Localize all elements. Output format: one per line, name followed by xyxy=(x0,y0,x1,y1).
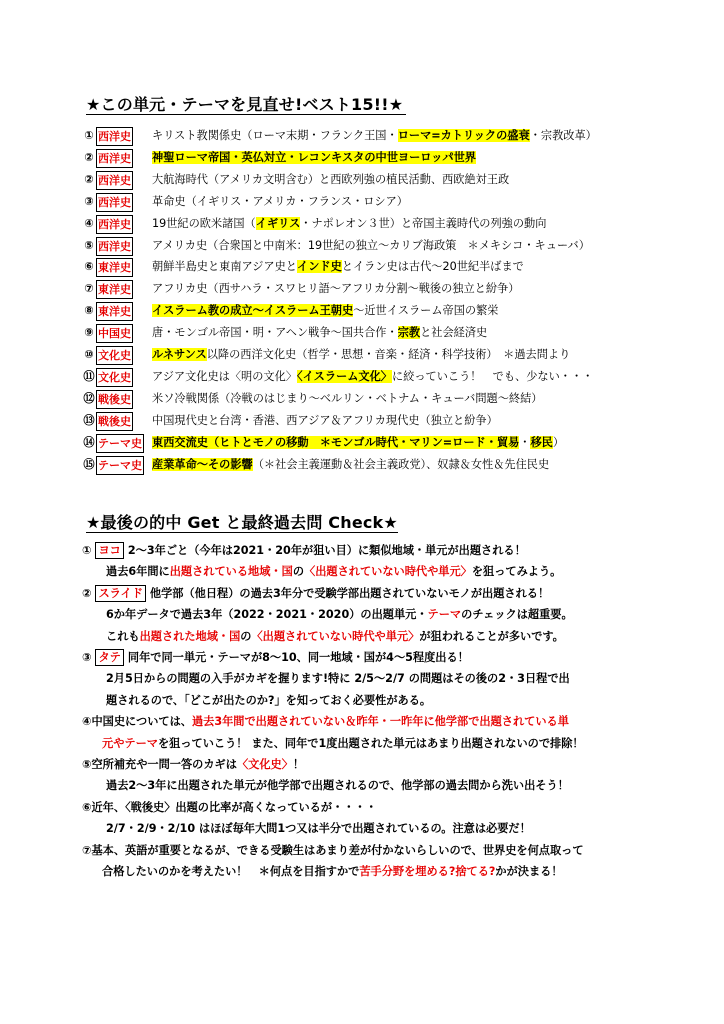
best15-item xyxy=(82,214,712,234)
text-segment: ・ xyxy=(519,435,531,449)
best15-item xyxy=(82,170,712,190)
text-segment: 近年、〈戦後史〉出題の比率が高くなっているが・・・・ xyxy=(91,800,377,814)
rule-tag: ヨコ xyxy=(95,542,123,559)
best15-item xyxy=(82,236,712,256)
text-segment: 2/7・2/9・2/10 はほぼ毎年大問1つ又は半分で出題されているの。注意は必要だ！ xyxy=(106,822,531,836)
highlighted-text: イスラーム教の成立～イスラーム王朝史 xyxy=(152,304,354,318)
rule-tag: スライド xyxy=(95,585,145,602)
check-line xyxy=(82,584,702,604)
line-number: ③ xyxy=(82,651,92,664)
text-segment: 米ソ冷戦関係（冷戦のはじまり～ベルリン・ベトナム・キューバ問題～終結） xyxy=(152,391,543,405)
item-number: ⑫ xyxy=(83,391,95,405)
text-segment: ～近世イスラーム帝国の繁栄 xyxy=(353,304,499,318)
category-box: 西洋史 xyxy=(96,171,133,190)
text-segment: 題されるので、「どこが出たのか?」を知っておく必要性がある。 xyxy=(106,693,432,707)
best15-item xyxy=(82,301,712,321)
item-text xyxy=(152,455,549,475)
emphasis-text: テーマ xyxy=(427,608,462,622)
category-box: 西洋史 xyxy=(96,237,133,256)
check-line xyxy=(82,734,722,754)
text-segment: 過去2～3年に出題された単元が他学部で出題されるので、他学部の過去問から洗い出そう！ xyxy=(106,779,569,793)
text-segment: 大航海時代（アメリカ文明含む）と西欧列強の植民活動、西欧絶対王政 xyxy=(152,172,510,186)
highlighted-text: 産業革命～その影響 xyxy=(152,457,253,471)
emphasis-text: 苦手分野を埋める?捨てる? xyxy=(359,865,496,878)
text-segment: かが決まる！ xyxy=(495,865,563,878)
line-number: ① xyxy=(82,544,92,557)
text-segment: の xyxy=(240,629,252,643)
item-text xyxy=(152,301,498,321)
item-text xyxy=(152,279,519,299)
highlighted-text: ローマ=カトリックの盛衰 xyxy=(397,129,530,142)
item-text xyxy=(152,148,476,168)
category-box: 文化史 xyxy=(96,368,133,387)
section1-title-underline xyxy=(86,114,406,115)
check-line xyxy=(82,562,724,582)
check-line xyxy=(82,862,722,882)
highlighted-text: 移民 xyxy=(530,435,553,449)
check-line xyxy=(82,798,702,818)
text-segment: 他学部（他日程）の過去3年分で受験学部出題されていないモノが出題される！ xyxy=(149,586,550,600)
best15-item xyxy=(82,389,712,409)
text-segment: 革命史（イギリス・アメリカ・フランス・ロシア） xyxy=(152,194,408,208)
best15-item xyxy=(82,345,712,365)
text-segment: 朝鮮半島史と東南アジア史と xyxy=(152,260,297,274)
item-text xyxy=(152,214,546,234)
check-line xyxy=(82,776,724,796)
text-segment: 6か年データで過去3年（2022・2021・2020）の出題単元・ xyxy=(106,608,428,622)
best15-item xyxy=(82,257,712,277)
category-box: 東洋史 xyxy=(96,302,133,321)
check-line xyxy=(82,819,724,839)
highlighted-text: ルネサンス xyxy=(152,348,207,361)
best15-item xyxy=(82,411,712,431)
item-text xyxy=(152,345,570,365)
item-number: ⑤ xyxy=(84,238,94,252)
text-segment: と社会経済史 xyxy=(420,326,488,340)
check-line xyxy=(82,541,702,561)
text-segment: 過去6年間に xyxy=(106,565,170,579)
section2-title-underline xyxy=(86,532,398,533)
category-box: 西洋史 xyxy=(96,127,133,146)
text-segment: 中国現代史と台湾・香港、西アジア＆アフリカ現代史（独立と紛争） xyxy=(152,413,498,427)
check-line xyxy=(82,755,702,775)
item-number: ⑪ xyxy=(83,369,95,383)
category-box: 西洋史 xyxy=(96,215,133,234)
item-number: ⑭ xyxy=(83,435,95,449)
category-box: テーマ史 xyxy=(96,434,144,453)
best15-item xyxy=(82,433,712,453)
item-number: ⑧ xyxy=(84,304,94,318)
text-segment: アジア文化史は〈明の文化〉 xyxy=(152,369,297,383)
highlighted-text: 神聖ローマ帝国・英仏対立・レコンキスタの中世ヨーロッパ世界 xyxy=(152,150,476,164)
highlighted-text: 〈イスラーム文化〉 xyxy=(297,369,392,383)
check-line xyxy=(82,691,724,711)
category-box: 東洋史 xyxy=(96,258,133,277)
text-segment: 空所補充や一問一答のカギは xyxy=(91,758,237,771)
text-segment: キリスト教関係史（ローマ末期・フランク王国・ xyxy=(152,129,398,142)
category-box: 西洋史 xyxy=(96,193,133,212)
emphasis-text: 〈出題されていない時代や単元〉 xyxy=(251,629,420,643)
line-number: ② xyxy=(82,586,92,600)
emphasis-text: 出題されている地域・国 xyxy=(169,565,293,579)
best15-item xyxy=(82,455,712,475)
text-segment: 同年で同一単元・テーマが8～10、同一地域・国が4～5程度出る！ xyxy=(127,651,469,664)
text-segment: これも xyxy=(106,629,140,643)
section1-title: ★この単元・テーマを見直せ!ベスト15!!★ xyxy=(86,95,404,114)
item-number: ① xyxy=(84,129,94,142)
emphasis-text: 過去3年間で出題されていない＆昨年・一昨年に他学部で出題されている単 xyxy=(191,715,569,729)
item-number: ③ xyxy=(84,194,94,208)
text-segment: （＊社会主義運動＆社会主義政党）、奴隷＆女性＆先住民史 xyxy=(252,457,550,471)
best15-item xyxy=(82,126,712,146)
item-text xyxy=(152,411,498,431)
text-segment: アフリカ史（西サハラ・スワヒリ語～アフリカ分割～戦後の独立と紛争） xyxy=(152,282,520,296)
check-line xyxy=(82,648,702,668)
item-text xyxy=(152,367,593,387)
text-segment: 2月5日からの問題の入手がカギを握ります!特に 2/5～2/7 の問題はその後の2・3日程で出 xyxy=(106,672,570,686)
category-box: 文化史 xyxy=(96,346,133,365)
text-segment: を狙っていこう！ また、同年で1度出題された単元はあまり出題されないので排除！ xyxy=(157,736,584,750)
text-segment: 2～3年ごと（今年は2021・20年が狙い目）に類似地域・単元が出題される！ xyxy=(127,544,526,557)
best15-item xyxy=(82,367,712,387)
line-number: ⑦ xyxy=(82,843,92,857)
category-box: 東洋史 xyxy=(96,280,133,299)
check-line xyxy=(82,712,702,732)
text-segment: ・宗教改革） xyxy=(529,129,597,142)
text-segment: ） xyxy=(552,435,565,449)
highlighted-text: インド史 xyxy=(297,260,342,274)
line-number: ⑥ xyxy=(82,800,92,814)
highlighted-text: 宗教 xyxy=(397,326,421,340)
item-text xyxy=(152,257,524,277)
check-line xyxy=(82,841,702,861)
line-number: ④ xyxy=(82,715,92,729)
best15-item xyxy=(82,279,712,299)
text-segment: を狙ってみよう。 xyxy=(471,565,562,579)
item-number: ⑩ xyxy=(84,348,94,361)
item-number: ⑨ xyxy=(84,326,94,340)
best15-item xyxy=(82,192,712,212)
text-segment: 19世紀の欧米諸国（ xyxy=(152,216,256,230)
item-text xyxy=(152,389,542,409)
item-number: ⑮ xyxy=(83,457,95,471)
category-box: 戦後史 xyxy=(96,412,133,431)
check-line xyxy=(82,605,724,625)
text-segment: とイラン史は古代～20世紀半ばまで xyxy=(341,260,524,274)
text-segment: 中国史については、 xyxy=(91,715,192,729)
text-segment: 合格したいのかを考えたい！ ＊何点を目指すかで xyxy=(102,865,360,878)
item-number: ② xyxy=(84,172,94,186)
item-number: ④ xyxy=(84,216,94,230)
category-box: 西洋史 xyxy=(96,149,133,168)
item-number: ⑥ xyxy=(84,260,94,274)
item-number: ⑦ xyxy=(84,282,94,296)
rule-tag: タテ xyxy=(95,649,123,666)
text-segment: ・ナポレオン３世）と帝国主義時代の列強の動向 xyxy=(300,216,547,230)
check-line xyxy=(82,627,724,647)
item-number: ⑬ xyxy=(83,413,95,427)
text-segment: の xyxy=(292,565,305,579)
emphasis-text: 元やテーマ xyxy=(102,736,158,750)
highlighted-text: 東西交流史（ヒトとモノの移動 ＊モンゴル時代・マリン=ロード・ xyxy=(152,435,497,449)
text-segment: に絞っていこう！ でも、少ない・・・ xyxy=(391,369,594,383)
category-box: 中国史 xyxy=(96,324,133,343)
text-segment: が狙われることが多いです。 xyxy=(419,629,564,643)
emphasis-text: 出題された地域・国 xyxy=(139,629,241,643)
text-segment: アメリカ史（合衆国と中南米：19世紀の独立～カリブ海政策 ＊メキシコ・キューバ） xyxy=(152,238,590,252)
best15-item xyxy=(82,148,712,168)
item-text xyxy=(152,236,590,256)
check-line xyxy=(82,669,724,689)
item-text xyxy=(152,433,564,453)
highlighted-text: 貿易 xyxy=(496,435,520,449)
item-text xyxy=(152,170,509,190)
emphasis-text: 〈出題されていない時代や単元〉 xyxy=(304,565,472,579)
item-text xyxy=(152,126,597,146)
text-segment: 唐・モンゴル帝国・明・アヘン戦争～国共合作・ xyxy=(152,326,398,340)
item-text xyxy=(152,323,487,343)
highlighted-text: イギリス xyxy=(255,216,301,230)
item-text xyxy=(152,192,408,212)
text-segment: 以降の西洋文化史（哲学・思想・音楽・経済・科学技術） ＊過去問より xyxy=(206,348,571,361)
best15-item xyxy=(82,323,712,343)
emphasis-text: 〈文化史〉 xyxy=(236,758,293,771)
item-number: ② xyxy=(84,150,94,164)
category-box: テーマ史 xyxy=(96,456,144,475)
text-segment: 基本、英語が重要となるが、できる受験生はあまり差が付かないらしいので、世界史を何点取って xyxy=(91,843,584,857)
text-segment: のチェックは超重要。 xyxy=(461,608,573,622)
line-number: ⑤ xyxy=(82,758,92,771)
text-segment: ！ xyxy=(292,758,305,771)
category-box: 戦後史 xyxy=(96,390,133,409)
section2-title: ★最後の的中 Get と最終過去問 Check★ xyxy=(86,513,398,532)
